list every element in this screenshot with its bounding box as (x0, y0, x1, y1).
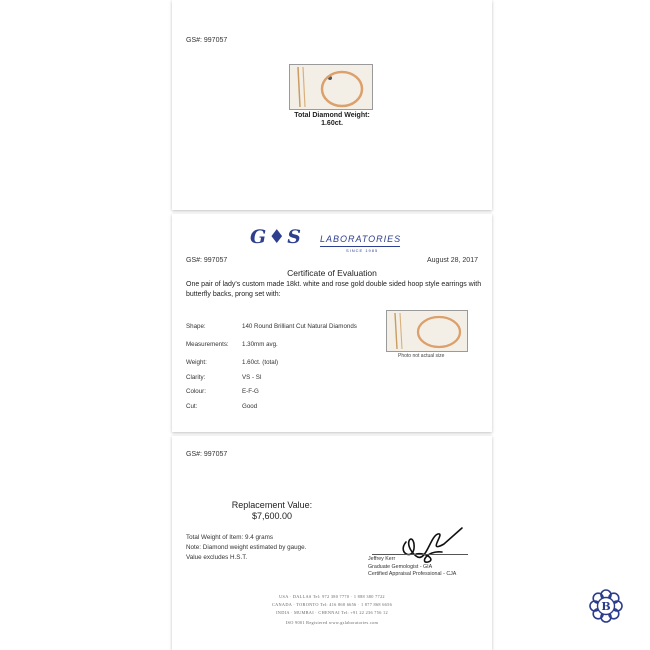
address-india: INDIA · MUMBAI · CHENNAI Tel: +91 22 236 756 12 (276, 610, 388, 615)
certificate-title: Certificate of Evaluation (287, 268, 377, 278)
logo-mark: G♦S (250, 226, 303, 248)
logo-underline (320, 246, 400, 247)
earring-image-icon (290, 65, 372, 109)
certificate-value-page (172, 436, 492, 650)
certificate-photo-page (172, 0, 492, 210)
gs-labs-logo (250, 226, 420, 254)
total-item-weight: Total Weight of Item: 9.4 grams (186, 534, 274, 541)
weight-note: Note: Diamond weight estimated by gauge. (186, 544, 307, 551)
detail-value: 1.60ct. (total) (242, 359, 279, 366)
certificate-date: August 28, 2017 (427, 257, 478, 264)
detail-value: E-F-G (242, 388, 259, 395)
address-canada: CANADA · TORONTO Tel: 416 868 6656 · 1 877 868 6656 (271, 602, 393, 607)
earring-photo-small (386, 310, 468, 352)
iso-website: ISO 9001 Registered www.gslaboratories.com (285, 620, 379, 625)
logo-since: SINCE 1985 (346, 248, 379, 253)
address-usa: USA · DALLAS Tel: 972 380 7770 · 1 888 380 7722 (279, 594, 385, 599)
detail-value: Good (242, 403, 258, 410)
signature-line (372, 554, 468, 555)
replacement-label: Replacement Value: (231, 500, 313, 510)
item-description: One pair of lady's custom made 18kt. white and rose gold double sided hoop style earrings with butterfly backs, prong set with: (186, 281, 482, 298)
replacement-amount: $7,600.00 (251, 511, 293, 521)
logo-laboratories: LABORATORIES (320, 234, 402, 244)
photo-caption: Photo not actual size (398, 353, 445, 359)
detail-key: Measurements: (186, 341, 229, 348)
replacement-value (212, 500, 332, 522)
total-weight-value: 1.60ct. (321, 120, 343, 127)
detail-key: Shape: (186, 323, 206, 330)
certificate-evaluation-page (172, 214, 492, 432)
gs-number: GS#: 997057 (186, 257, 228, 264)
signature-image (386, 514, 476, 570)
detail-key: Weight: (186, 359, 207, 366)
detail-key: Colour: (186, 388, 206, 395)
brand-badge-icon (589, 589, 623, 623)
brand-badge (589, 589, 623, 623)
signer-name: Jeffrey Kerr (368, 556, 396, 562)
detail-value: 1.30mm avg. (242, 341, 278, 348)
badge-letter: B (601, 600, 611, 613)
detail-value: VS - SI (242, 374, 262, 381)
earring-image-icon (387, 311, 467, 351)
detail-key: Clarity: (186, 374, 206, 381)
total-weight-label: Total Diamond Weight: (294, 112, 370, 119)
tax-note: Value excludes H.S.T. (186, 554, 248, 561)
signer-title: Graduate Gemologist - GIA (368, 564, 433, 570)
detail-value: 140 Round Brilliant Cut Natural Diamonds (242, 323, 357, 330)
detail-key: Cut: (186, 403, 198, 410)
earring-photo (289, 64, 373, 110)
gs-number: GS#: 997057 (186, 37, 228, 44)
signer-certification: Certified Appraisal Professional - CJA (368, 571, 457, 577)
gs-number: GS#: 997057 (186, 451, 228, 458)
